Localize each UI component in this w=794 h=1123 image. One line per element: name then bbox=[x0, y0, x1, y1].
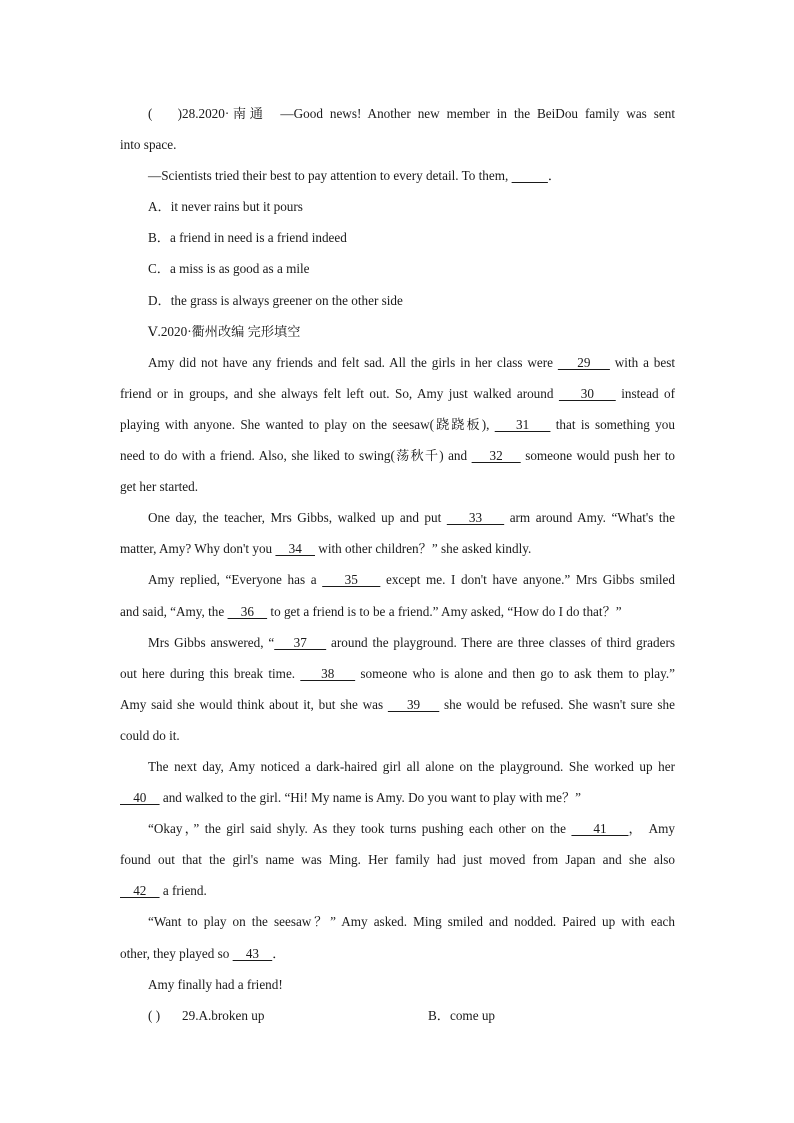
passage-line: found out that the girl's name was Ming. Her family had just moved from Japan and she also bbox=[120, 852, 675, 868]
q29-option-b[interactable]: B．come up bbox=[428, 1007, 496, 1023]
passage-line bbox=[120, 627, 675, 658]
q28-option-a[interactable]: A．it never rains but it pours bbox=[148, 199, 303, 215]
question-source: 2020·南通 bbox=[198, 106, 267, 121]
passage-text: that is something you bbox=[550, 416, 675, 432]
passage-text: she would be refused. She wasn't sure she bbox=[439, 696, 676, 712]
passage-line bbox=[120, 875, 675, 906]
q28-stem-line2: into space. bbox=[120, 137, 177, 153]
blank-37[interactable]: 37 bbox=[274, 634, 327, 650]
passage-line bbox=[120, 658, 675, 689]
section-title: Ⅴ.2020·衢州改编 完形填空 bbox=[148, 323, 301, 339]
passage-text: playing with anyone. She wanted to play on the seesaw(跷跷板), bbox=[120, 416, 495, 432]
passage-line bbox=[120, 347, 675, 378]
q29-left bbox=[148, 1000, 428, 1031]
passage-line bbox=[120, 813, 675, 844]
answer-paren[interactable]: ( ) bbox=[148, 1007, 161, 1023]
q28-stem-line1 bbox=[120, 98, 675, 129]
passage-text: and walked to the girl. “Hi! My name is Amy. Do you want to play with me？” bbox=[159, 790, 581, 806]
blank-38[interactable]: 38 bbox=[300, 665, 356, 681]
blank-41[interactable]: 41 bbox=[571, 821, 629, 837]
passage-line bbox=[120, 440, 675, 471]
passage-text: Mrs Gibbs answered, “ bbox=[148, 634, 275, 650]
passage-text: with a best bbox=[609, 354, 676, 370]
passage-text: need to do with a friend. Also, she liked to swing(荡秋千) and bbox=[120, 448, 472, 464]
passage-line bbox=[120, 596, 675, 627]
blank-40[interactable]: 40 bbox=[120, 790, 160, 806]
passage-text: Amy did not have any friends and felt sad. All the girls in her class were bbox=[148, 354, 558, 370]
blank-33[interactable]: 33 bbox=[446, 510, 505, 526]
blank-31[interactable]: 31 bbox=[494, 416, 551, 432]
q28-dialogue-line bbox=[120, 160, 675, 191]
passage-text: to get a friend is to be a friend.” Amy asked, “How do I do that？” bbox=[267, 603, 622, 619]
blank-32[interactable]: 32 bbox=[471, 448, 521, 464]
q28-option-d[interactable]: D．the grass is always greener on the other side bbox=[148, 292, 403, 308]
blank-29[interactable]: 29 bbox=[557, 354, 610, 370]
q28-option-b[interactable]: B．a friend in need is a friend indeed bbox=[148, 230, 347, 246]
q28-option-c[interactable]: C．a miss is as good as a mile bbox=[148, 261, 310, 277]
answer-blank[interactable] bbox=[512, 168, 548, 183]
passage-text: out here during this break time. bbox=[120, 665, 301, 681]
document-page bbox=[120, 98, 675, 1031]
passage-text: and said, “Amy, the bbox=[120, 603, 228, 619]
blank-43[interactable]: 43 bbox=[232, 945, 273, 961]
question-number: 29. bbox=[182, 1007, 199, 1023]
blank-42[interactable]: 42 bbox=[120, 883, 160, 899]
passage-text: with other children？” she asked kindly. bbox=[315, 541, 532, 557]
passage-line: get her started. bbox=[120, 479, 198, 495]
passage-line: “Want to play on the seesaw？” Amy asked. Ming smiled and nodded. Paired up with each bbox=[148, 914, 675, 930]
passage-text: One day, the teacher, Mrs Gibbs, walked up and put bbox=[148, 510, 447, 526]
passage-line bbox=[120, 938, 675, 969]
dialogue-text: —Scientists tried their best to pay attention to every detail. To them, bbox=[148, 168, 512, 184]
blank-34[interactable]: 34 bbox=[275, 541, 315, 557]
punctuation: ． bbox=[547, 168, 562, 184]
passage-line: The next day, Amy noticed a dark-haired girl all alone on the playground. She worked up her bbox=[148, 758, 675, 774]
passage-text: except me. I don't have anyone.” Mrs Gibbs smiled bbox=[380, 572, 675, 588]
blank-30[interactable]: 30 bbox=[558, 385, 616, 401]
passage-text: someone would push her to bbox=[520, 448, 675, 464]
passage-text: arm around Amy. “What's the bbox=[504, 510, 676, 526]
passage-text: ． bbox=[272, 945, 286, 961]
passage-text: a friend. bbox=[159, 883, 207, 899]
passage-line bbox=[120, 564, 675, 595]
passage-line bbox=[120, 533, 675, 564]
passage-line bbox=[120, 409, 675, 440]
passage-text: around the playground. There are three classes of third graders bbox=[326, 634, 675, 650]
passage-text: “Okay，” the girl said shyly. As they took turns pushing each other on the bbox=[148, 821, 572, 837]
passage-text: matter, Amy? Why don't you bbox=[120, 541, 276, 557]
passage-text: ， Amy bbox=[628, 821, 676, 837]
blank-35[interactable]: 35 bbox=[322, 572, 381, 588]
passage-text: instead of bbox=[615, 385, 675, 401]
q29-option-a[interactable]: A.broken up bbox=[198, 1007, 265, 1023]
blank-36[interactable]: 36 bbox=[227, 603, 268, 619]
passage-text: someone who is alone and then go to ask them to play.” bbox=[355, 665, 675, 681]
question-stem: —Good news! Another new member in the BeiDou family was sent bbox=[280, 106, 675, 121]
passage-text: friend or in groups, and she always felt left out. So, Amy just walked around bbox=[120, 385, 559, 401]
answer-paren[interactable]: ( ) bbox=[148, 106, 182, 121]
passage-line bbox=[120, 782, 675, 813]
passage-line bbox=[120, 378, 675, 409]
q29-row bbox=[120, 1000, 675, 1031]
question-number: 28. bbox=[182, 106, 199, 121]
blank-39[interactable]: 39 bbox=[387, 696, 440, 712]
passage-text: Amy replied, “Everyone has a bbox=[148, 572, 323, 588]
passage-line: Amy finally had a friend! bbox=[148, 976, 283, 992]
passage-text: Amy said she would think about it, but she was bbox=[120, 696, 388, 712]
passage-line: could do it. bbox=[120, 727, 180, 743]
passage-line bbox=[120, 689, 675, 720]
passage-text: other, they played so bbox=[120, 945, 233, 961]
passage-line bbox=[120, 502, 675, 533]
